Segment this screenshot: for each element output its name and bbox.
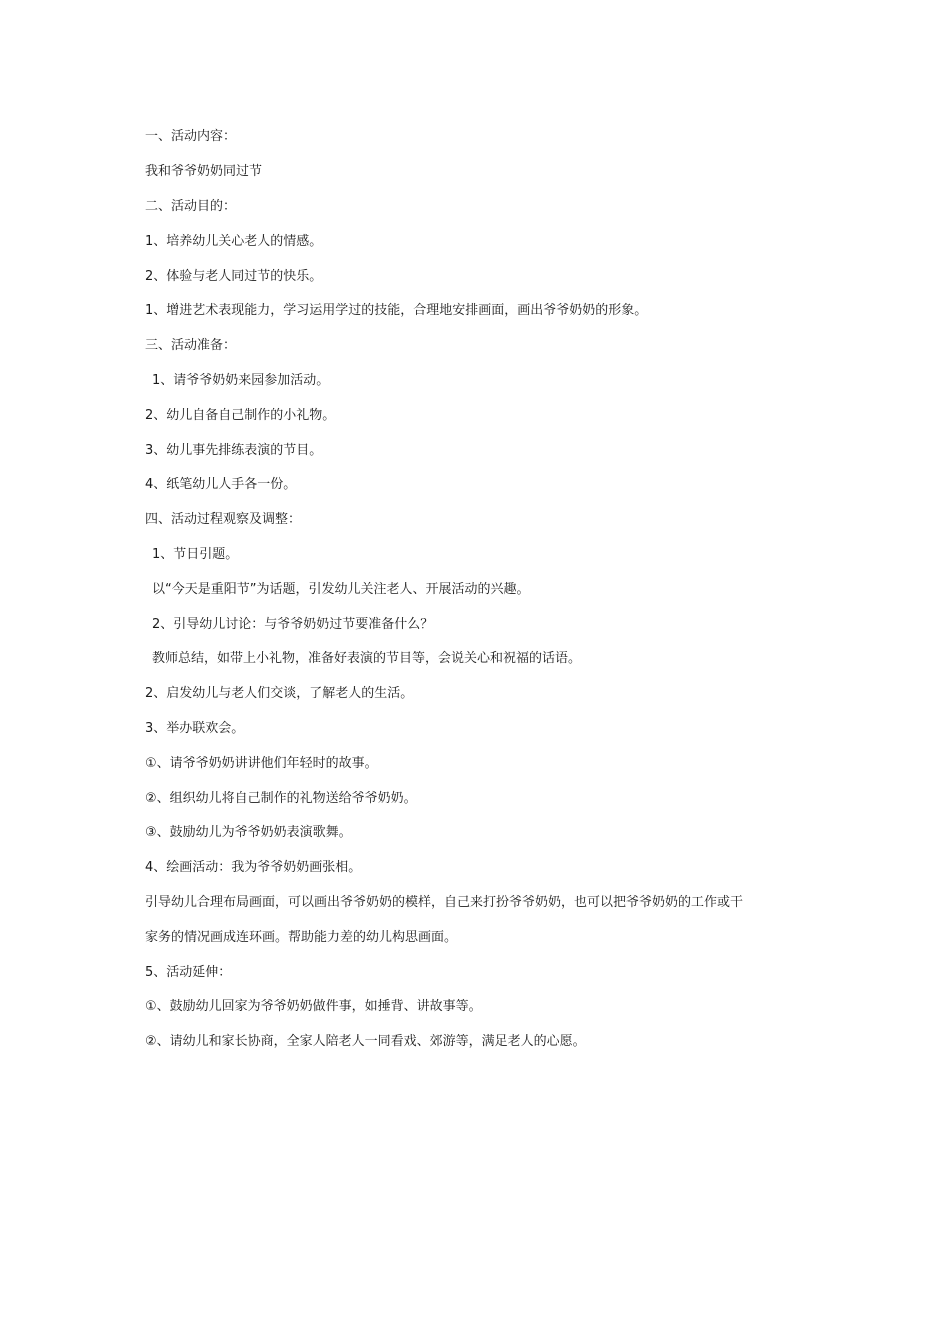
section-heading-process: 四、活动过程观察及调整： [145,512,302,527]
preparation-item: 4、纸笔幼儿人手各一份。 [145,477,297,492]
extension-item: ②、请幼儿和家长协商，全家人陪老人一同看戏、郊游等，满足老人的心愿。 [145,1034,586,1049]
process-step: 3、举办联欢会。 [145,721,245,736]
section-heading-preparation: 三、活动准备： [145,338,237,353]
preparation-item: 3、幼儿事先排练表演的节目。 [145,443,323,458]
preparation-item: 2、幼儿自备自己制作的小礼物。 [145,408,336,423]
activity-title: 我和爷爷奶奶同过节 [145,164,263,179]
process-step: 4、绘画活动：我为爷爷奶奶画张相。 [145,860,362,875]
process-text: 家务的情况画成连环画。帮助能力差的幼儿构思画面。 [145,930,458,945]
process-step: 1、节日引题。 [152,547,239,562]
process-text: 引导幼儿合理布局画面，可以画出爷爷奶奶的模样，自己来打扮爷爷奶奶，也可以把爷爷奶奶的工作或干 [145,895,744,910]
process-step: 2、引导幼儿讨论：与爷爷奶奶过节要准备什么？ [152,617,434,632]
extension-item: ①、鼓励幼儿回家为爷爷奶奶做件事，如捶背、讲故事等。 [145,999,482,1014]
process-step: 5、活动延伸： [145,965,232,980]
preparation-item: 1、请爷爷奶奶来园参加活动。 [152,373,330,388]
goal-item: 1、培养幼儿关心老人的情感。 [145,234,323,249]
section-heading-goals: 二、活动目的： [145,199,237,214]
section-heading-content: 一、活动内容： [145,129,237,144]
goal-item: 1、增进艺术表现能力，学习运用学过的技能，合理地安排画面，画出爷爷奶奶的形象。 [145,303,648,318]
process-subitem: ③、鼓励幼儿为爷爷奶奶表演歌舞。 [145,825,352,840]
process-subitem: ②、组织幼儿将自己制作的礼物送给爷爷奶奶。 [145,791,417,806]
goal-item: 2、体验与老人同过节的快乐。 [145,269,323,284]
process-subitem: ①、请爷爷奶奶讲讲他们年轻时的故事。 [145,756,378,771]
process-text: 教师总结，如带上小礼物，准备好表演的节目等，会说关心和祝福的话语。 [152,651,582,666]
process-text: 以“今天是重阳节”为话题，引发幼儿关注老人、开展活动的兴趣。 [152,582,530,597]
process-step: 2、启发幼儿与老人们交谈，了解老人的生活。 [145,686,414,701]
